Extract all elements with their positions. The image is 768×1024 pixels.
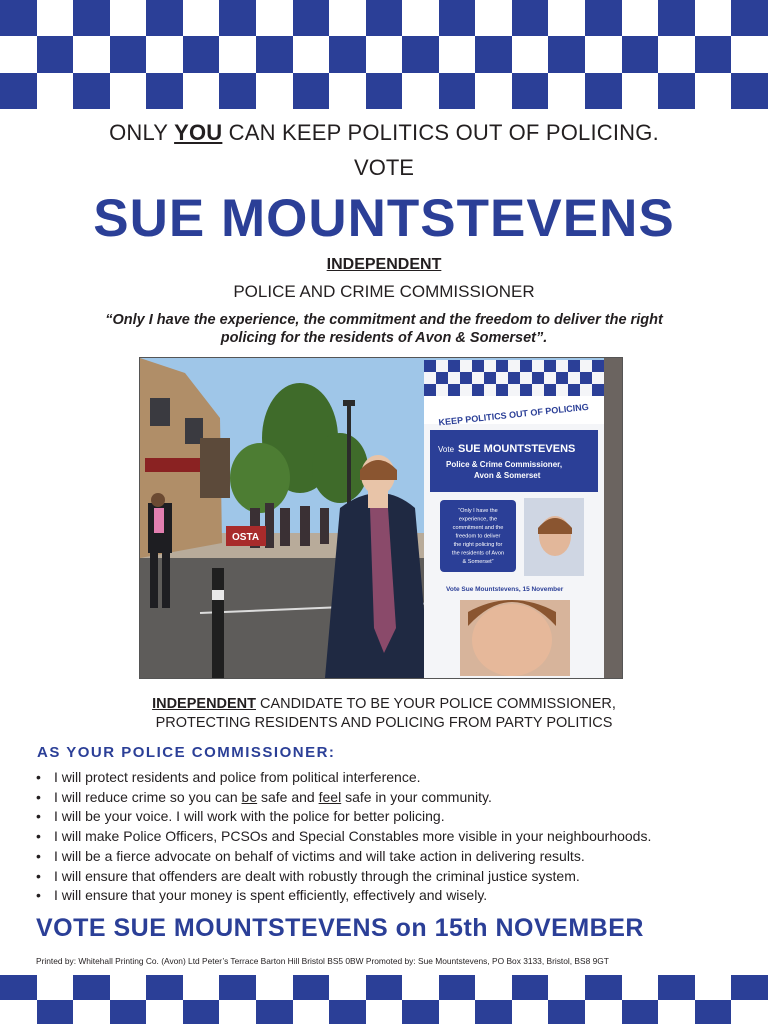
- checker-square: [731, 73, 768, 109]
- checker-square: [219, 36, 256, 72]
- banner-quote-line: “Only I have the: [458, 508, 498, 514]
- checker-square: [146, 0, 183, 36]
- checker-square: [658, 0, 695, 36]
- banner-checker-square: [448, 384, 460, 396]
- checker-square: [219, 975, 256, 1000]
- checker-square: [110, 73, 147, 109]
- checker-square: [146, 975, 183, 1000]
- banner-title: KEEP POLITICS OUT OF POLICING: [438, 401, 590, 428]
- checker-square: [73, 1000, 110, 1024]
- candidate-name: SUE MOUNTSTEVENS: [93, 189, 675, 248]
- checker-square: [110, 36, 147, 72]
- checker-square: [73, 975, 110, 1000]
- candidate-quote: [80, 311, 688, 347]
- checker-square: [548, 1000, 585, 1024]
- role-title: POLICE AND CRIME COMMISSIONER: [233, 282, 535, 301]
- checker-square: [0, 36, 37, 72]
- banner-quote-line: the right policing for: [453, 542, 503, 548]
- banner-checker-square: [568, 360, 580, 372]
- pledges-list: [36, 768, 736, 906]
- checker-square: [293, 0, 330, 36]
- banner-checker-square: [592, 384, 604, 396]
- checker-square: [439, 1000, 476, 1024]
- checker-square: [548, 73, 585, 109]
- checker-square: [402, 0, 439, 36]
- checker-square: [0, 1000, 37, 1024]
- checker-square: [0, 975, 37, 1000]
- checker-square: [293, 1000, 330, 1024]
- checker-square: [73, 0, 110, 36]
- checker-square: [731, 975, 768, 1000]
- checker-square: [731, 0, 768, 36]
- checker-square: [548, 36, 585, 72]
- quote-line: “Only I have the experience, the commitment and the freedom to deliver the right: [105, 312, 663, 328]
- checker-square: [183, 36, 220, 72]
- checker-square: [183, 975, 220, 1000]
- pledges-heading: AS YOUR POLICE COMMISSIONER:: [37, 744, 336, 761]
- checker-square: [256, 73, 293, 109]
- checker-square: [183, 73, 220, 109]
- checkered-border-top: [0, 0, 768, 109]
- banner-checker-square: [424, 360, 436, 372]
- checker-square: [475, 0, 512, 36]
- checker-square: [585, 975, 622, 1000]
- independent-label: INDEPENDENT: [326, 256, 442, 273]
- checker-square: [293, 975, 330, 1000]
- checker-square: [512, 1000, 549, 1024]
- slogan-part: ONLY: [109, 120, 175, 145]
- checker-square: [293, 36, 330, 72]
- banner-checker-square: [544, 360, 556, 372]
- checker-square: [512, 36, 549, 72]
- banner-checker-square: [568, 384, 580, 396]
- banner-checker-square: [436, 372, 448, 384]
- statement-independent: INDEPENDENT: [152, 696, 257, 712]
- candidate-photo: [139, 357, 623, 679]
- banner-name: SUE MOUNTSTEVENS: [458, 443, 576, 455]
- banner-checker-square: [556, 372, 568, 384]
- pledge-emphasis: be: [241, 788, 258, 805]
- banner-checker-square: [592, 360, 604, 372]
- banner-checker-square: [472, 384, 484, 396]
- pledge-item: [36, 788, 736, 808]
- checker-square: [110, 975, 147, 1000]
- checker-square: [110, 0, 147, 36]
- checker-square: [622, 73, 659, 109]
- checker-square: [622, 36, 659, 72]
- banner-checker-square: [448, 360, 460, 372]
- banner-checker-square: [460, 372, 472, 384]
- checker-square: [329, 1000, 366, 1024]
- checker-square: [622, 975, 659, 1000]
- checker-square: [402, 975, 439, 1000]
- checker-square: [37, 1000, 74, 1024]
- banner-checker-square: [520, 384, 532, 396]
- pledge-item: • I will be a fierce advocate on behalf of victims and will take action in delivering results.: [36, 847, 736, 867]
- checker-square: [658, 1000, 695, 1024]
- banner-vote: Vote: [438, 445, 455, 454]
- checker-square: [475, 36, 512, 72]
- checker-square: [37, 975, 74, 1000]
- pledge-text: I will reduce crime so you can: [54, 788, 242, 805]
- checker-square: [585, 0, 622, 36]
- checker-square: [110, 1000, 147, 1024]
- checker-square: [695, 36, 732, 72]
- pledge-text: safe in your community.: [341, 788, 492, 805]
- statement-line-1: [0, 695, 768, 714]
- checker-square: [695, 0, 732, 36]
- checker-square: [219, 0, 256, 36]
- checker-square: [695, 1000, 732, 1024]
- checker-square: [622, 1000, 659, 1024]
- checker-square: [329, 975, 366, 1000]
- checker-square: [439, 36, 476, 72]
- checker-square: [73, 73, 110, 109]
- checker-square: [512, 0, 549, 36]
- checker-square: [475, 975, 512, 1000]
- banner-checker-square: [532, 372, 544, 384]
- checker-square: [439, 73, 476, 109]
- checker-square: [402, 73, 439, 109]
- pledge-item: • I will ensure that offenders are dealt with robustly through the criminal justice system.: [36, 867, 736, 887]
- checker-square: [329, 36, 366, 72]
- checker-square: [0, 0, 37, 36]
- checker-square: [366, 73, 403, 109]
- street-scene-illustration: [140, 358, 622, 678]
- checker-square: [329, 0, 366, 36]
- banner-quote-line: experience, the: [458, 516, 498, 523]
- checkered-border-bottom: [0, 975, 768, 1024]
- banner-checker-square: [484, 372, 496, 384]
- checker-square: [658, 73, 695, 109]
- checker-square: [475, 73, 512, 109]
- banner-checker-square: [520, 360, 532, 372]
- checker-square: [402, 36, 439, 72]
- checker-square: [366, 36, 403, 72]
- quote-line: policing for the residents of Avon & Somerset”.: [220, 330, 548, 346]
- checker-square: [219, 73, 256, 109]
- pledge-emphasis: feel: [318, 788, 342, 805]
- checker-square: [146, 36, 183, 72]
- checker-square: [731, 1000, 768, 1024]
- pledge-text: safe and: [257, 788, 319, 805]
- banner-checker-square: [472, 360, 484, 372]
- checker-square: [37, 36, 74, 72]
- vote-word: VOTE: [354, 155, 414, 180]
- checker-square: [658, 36, 695, 72]
- checker-square: [585, 73, 622, 109]
- pledge-item: • I will ensure that your money is spent efficiently, effectively and wisely.: [36, 886, 736, 906]
- checker-square: [146, 73, 183, 109]
- checker-square: [548, 0, 585, 36]
- pledge-item: • I will be your voice. I will work with the police for better policing.: [36, 807, 736, 827]
- statement-line-2: PROTECTING RESIDENTS AND POLICING FROM PARTY POLITICS: [155, 715, 613, 731]
- checker-square: [402, 1000, 439, 1024]
- vote-call-to-action: VOTE SUE MOUNTSTEVENS on 15th NOVEMBER: [36, 914, 644, 942]
- checker-square: [439, 0, 476, 36]
- checker-square: [695, 73, 732, 109]
- pledge-item: • I will make Police Officers, PCSOs and Special Constables more visible in your neighbourhoods.: [36, 827, 736, 847]
- banner-role-line: Police & Crime Commissioner,: [446, 460, 563, 469]
- checker-square: [512, 975, 549, 1000]
- checker-square: [183, 0, 220, 36]
- checker-square: [658, 975, 695, 1000]
- banner-checker-square: [496, 360, 508, 372]
- checker-square: [731, 36, 768, 72]
- checker-square: [256, 975, 293, 1000]
- shop-sign-text: OSTA: [232, 532, 260, 543]
- checker-square: [512, 73, 549, 109]
- checker-square: [37, 0, 74, 36]
- banner-quote-line: & Somerset”: [462, 559, 494, 565]
- checker-square: [475, 1000, 512, 1024]
- banner-checker-square: [544, 384, 556, 396]
- checker-square: [37, 73, 74, 109]
- checker-square: [73, 36, 110, 72]
- banner-checker-square: [580, 372, 592, 384]
- checker-square: [695, 975, 732, 1000]
- checker-square: [293, 73, 330, 109]
- checker-square: [585, 1000, 622, 1024]
- banner-checker-square: [424, 384, 436, 396]
- imprint-line: Printed by: Whitehall Printing Co. (Avon) Ltd Peter’s Terrace Barton Hill Bristol BS5 0BW Promoted by: Sue Mountstevens, PO Box 3133, Bristol, BS8 9GT: [36, 956, 609, 966]
- banner-quote-line: freedom to deliver: [455, 533, 501, 540]
- checker-square: [622, 0, 659, 36]
- checker-square: [0, 73, 37, 109]
- checker-square: [329, 73, 366, 109]
- checker-square: [219, 1000, 256, 1024]
- statement-text: CANDIDATE TO BE YOUR POLICE COMMISSIONER,: [256, 696, 616, 712]
- slogan-you: YOU: [174, 120, 223, 145]
- candidate-statement: [0, 695, 768, 733]
- checker-square: [366, 975, 403, 1000]
- banner-checker-square: [496, 384, 508, 396]
- checker-square: [256, 0, 293, 36]
- checker-square: [146, 1000, 183, 1024]
- banner-role-line: Avon & Somerset: [474, 471, 541, 480]
- checker-square: [548, 975, 585, 1000]
- banner-quote-line: commitment and the: [452, 525, 504, 531]
- checker-square: [585, 36, 622, 72]
- checker-square: [366, 0, 403, 36]
- banner-quote-line: the residents of Avon: [451, 550, 505, 557]
- checker-square: [256, 36, 293, 72]
- banner-date: Vote Sue Mountstevens, 15 November: [446, 586, 564, 593]
- slogan-part: CAN KEEP POLITICS OUT OF POLICING.: [222, 120, 659, 145]
- pledge-item: • I will protect residents and police from political interference.: [36, 768, 736, 788]
- slogan-line: [0, 120, 768, 146]
- checker-square: [366, 1000, 403, 1024]
- banner-checker-square: [508, 372, 520, 384]
- checker-square: [439, 975, 476, 1000]
- checker-square: [183, 1000, 220, 1024]
- checker-square: [256, 1000, 293, 1024]
